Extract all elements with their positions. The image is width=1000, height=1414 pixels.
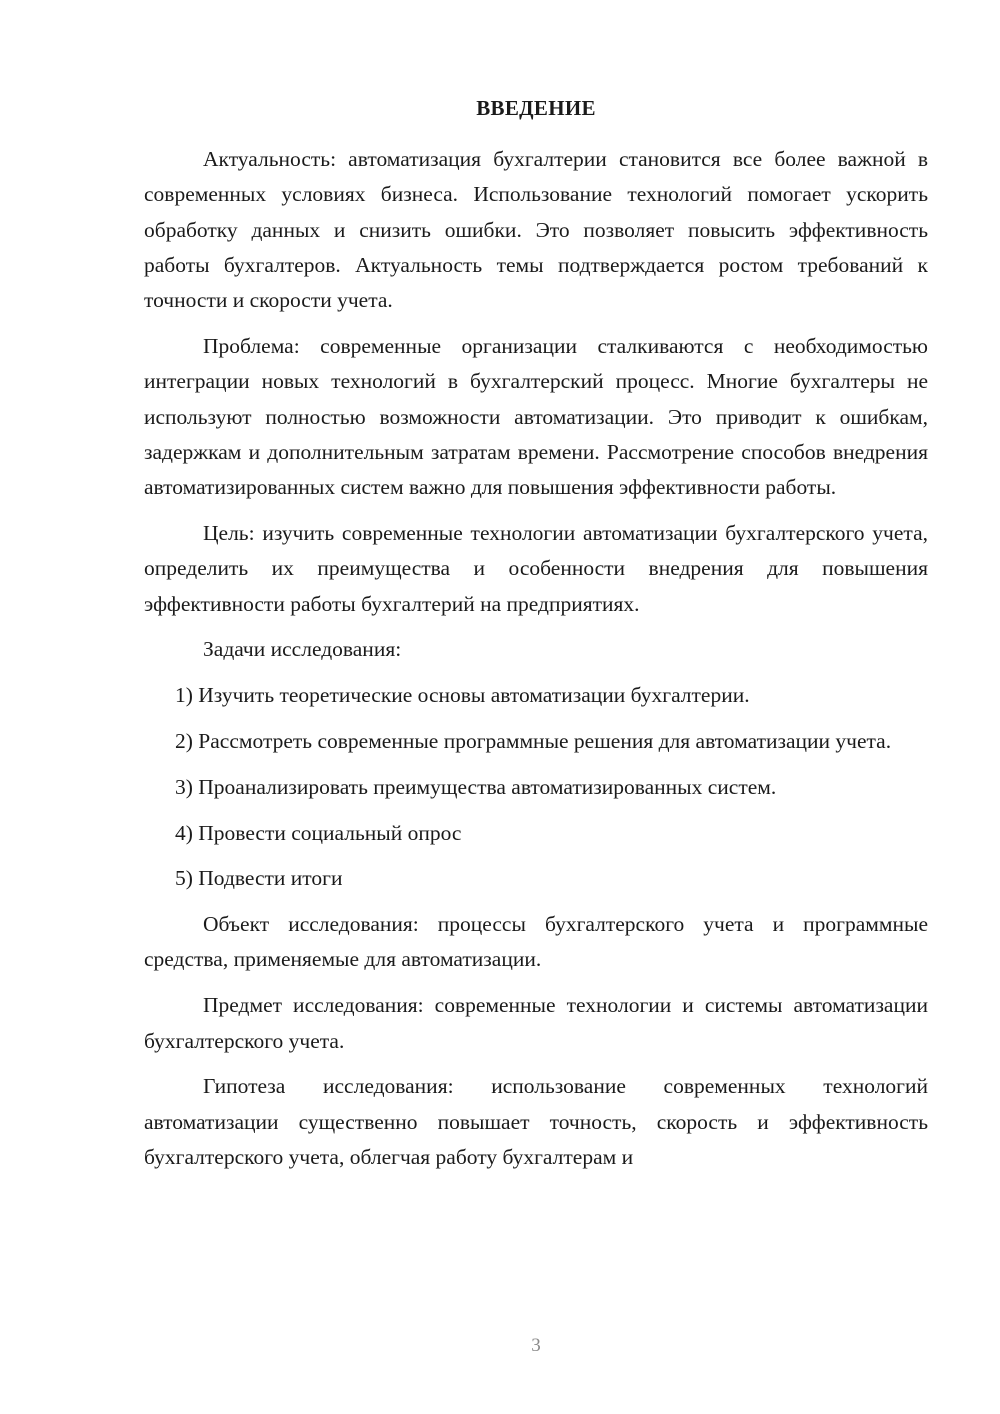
document-body <box>144 142 928 1175</box>
paragraph-goal: Цель: изучить современные технологии автоматизации бухгалтерского учета, определить их преимущества и особенности внедрения для повышения эффективности работы бухгалтерий на предприятиях. <box>144 520 928 616</box>
task-item-3: 3) Проанализировать преимущества автоматизированных систем. <box>175 774 777 799</box>
paragraph-relevance: Актуальность: автоматизация бухгалтерии становится все более важной в современных условиях бизнеса. Использование технологий помогает ускорить обработку данных и снизить ошибки. Это позволяет повысить эффективность работы бухгалтеров. Актуальность темы подтверждается ростом требований к точности и скорости учета. <box>144 147 928 313</box>
page-title: ВВЕДЕНИЕ <box>476 96 596 120</box>
task-item-2: 2) Рассмотреть современные программные решения для автоматизации учета. <box>175 728 892 753</box>
task-item-5: 5) Подвести итоги <box>175 866 343 891</box>
paragraph-hypothesis: Гипотеза исследования: использование современных технологий автоматизации существенно повышает точность, скорость и эффективность бухгалтерского учета, облегчая работу бухгалтерам и <box>144 1074 928 1169</box>
paragraph-problem: Проблема: современные организации сталкиваются с необходимостью интеграции новых технологий в бухгалтерский процесс. Многие бухгалтеры не используют полностью возможности автоматизации. Это приводит к ошибкам, задержкам и дополнительным затратам времени. Рассмотрение способов внедрения автоматизированных систем важно для повышения эффективности работы. <box>144 333 928 500</box>
task-item-4: 4) Провести социальный опрос <box>175 820 462 845</box>
task-item-1: 1) Изучить теоретические основы автоматизации бухгалтерии. <box>175 683 750 708</box>
paragraph-subject: Предмет исследования: современные технологии и системы автоматизации бухгалтерского учета. <box>144 993 928 1053</box>
paragraph-object: Объект исследования: процессы бухгалтерского учета и программные средства, применяемые для автоматизации. <box>144 912 928 972</box>
paragraph-tasks-heading: Задачи исследования: <box>203 637 402 662</box>
page-number: 3 <box>531 1335 541 1356</box>
